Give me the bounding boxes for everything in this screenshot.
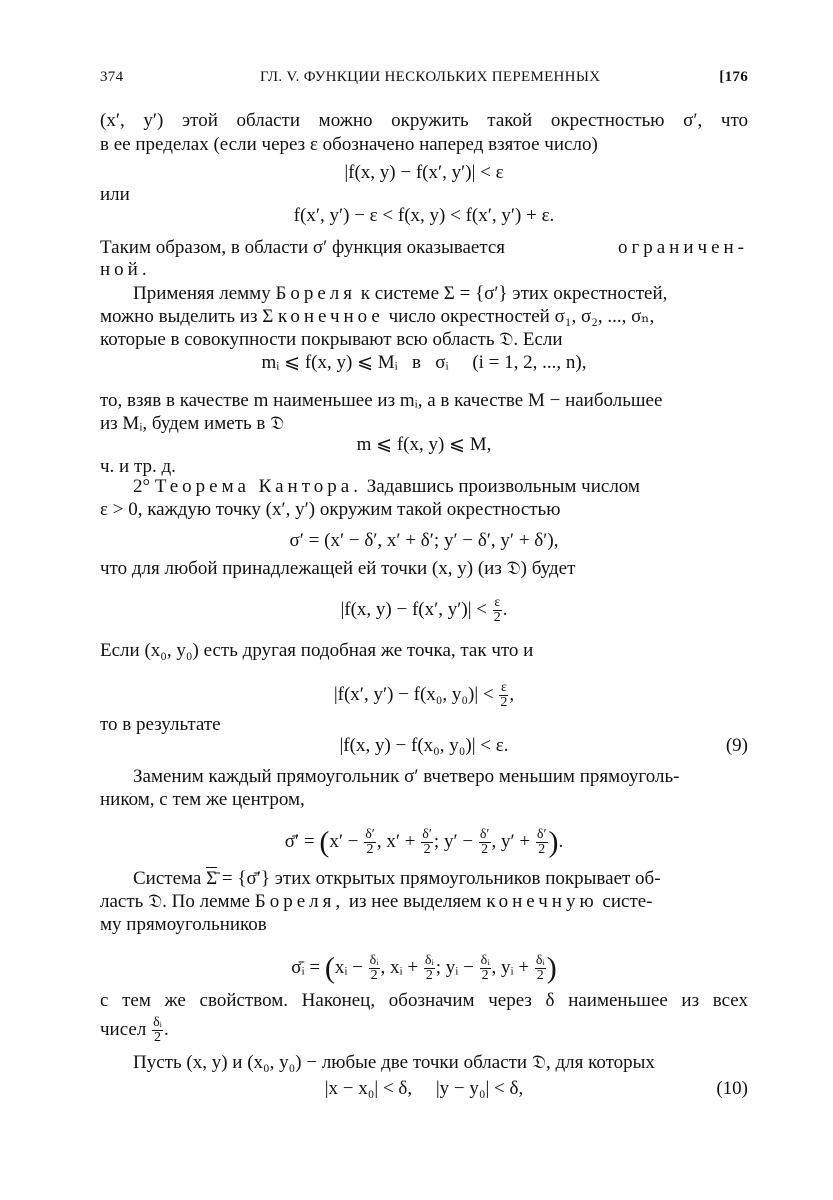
emphasis-finite: конечное	[278, 306, 384, 327]
fraction-delta-half: $\frac{\text{δᵢ}}{2}$	[153, 1015, 162, 1045]
text-line-24: Пусть (x, y) и (x₀, y₀) − любые две точки области 𝔇, для которых	[133, 1052, 655, 1073]
section-number: [176	[719, 69, 748, 85]
text-line-13: ε > 0, каждую точку (x′, y′) окружим такой окрестностью	[100, 499, 561, 520]
text-segment: из нее выделяем	[348, 891, 482, 912]
text-segment: можно выделить из Σ	[100, 306, 274, 327]
formula-2: f(x′, y′) − ε < f(x, y) < f(x′, y′) + ε.	[293, 205, 555, 226]
equation-number-9: (9)	[725, 735, 748, 756]
text-line-12	[133, 476, 748, 498]
theorem-title: Теорема Кантора.	[154, 476, 362, 497]
formula-1: |f(x, y) − f(x′, y′)| < ε	[344, 162, 504, 183]
fraction-eps-half: $\frac{\varepsilon}{2}$	[493, 595, 501, 625]
formula-text: |f(x′, y′) − f(x₀, y₀)| <	[333, 683, 494, 705]
formula-11: |x − x₀| < δ, |y − y₀| < δ,	[324, 1078, 524, 1099]
text-line-4	[100, 237, 748, 259]
text-line-23: чисел $\frac{\text{δᵢ}}{2}$ .	[100, 1015, 169, 1045]
sigma-bar-symbol: Σ̄	[206, 868, 218, 889]
text-line-5: ной.	[100, 259, 151, 280]
fraction-eps-half: $\frac{\varepsilon}{2}$	[500, 680, 508, 710]
text-line-8: которые в совокупности покрывают всю область 𝔇. Если	[100, 329, 563, 350]
text-segment: = {σ̄′} этих открытых прямоугольников покрывает об-	[221, 868, 661, 889]
text-segment: число окрестностей σ₁, σ₂, ..., σₙ,	[388, 306, 655, 327]
text-segment: ласть 𝔇. По лемме	[100, 891, 251, 912]
text-segment: Задавшись произвольным числом	[366, 476, 640, 497]
text-line-11: ч. и тр. д.	[100, 456, 176, 477]
formula-6: |f(x, y) − f(x′, y′)| < $\frac{\varepsilon}{2}$ .	[340, 595, 508, 625]
text-line-2: в ее пределах (если через ε обозначено наперед взятое число)	[100, 134, 598, 155]
formula-10: σ̄ᵢ = (xᵢ − $\frac{\text{δᵢ}}{2}$ , xᵢ + $\frac{\text{δᵢ}}{2}$ ; yᵢ − $\frac{\text{δᵢ}}{2}$ , yᵢ + $\frac{\text{δᵢ}}{2}$ )	[291, 951, 557, 985]
text-segment: к системе Σ = {σ′} этих окрестностей,	[360, 283, 668, 304]
text-line-20	[100, 891, 748, 913]
emphasis-bounded: ограничен-	[617, 237, 748, 258]
formula-7: |f(x′, y′) − f(x₀, y₀)| < $\frac{\varepsilon}{2}$ ,	[333, 680, 515, 710]
text-line-or: или	[100, 184, 130, 205]
text-segment: 2°	[133, 476, 151, 497]
emphasis-finite: конечную	[486, 891, 598, 912]
equation-number-10: (10)	[716, 1078, 748, 1099]
text-line-9: то, взяв в качестве m наименьшее из mᵢ, а в качестве M − наибольшее	[100, 390, 663, 411]
text-line-1: (x′, y′) этой области можно окружить такой окрестностью σ′, что	[100, 110, 748, 131]
running-header	[100, 66, 748, 88]
text-line-18: ником, с тем же центром,	[100, 789, 305, 810]
chapter-title: ГЛ. V. ФУНКЦИИ НЕСКОЛЬКИХ ПЕРЕМЕННЫХ	[260, 69, 601, 85]
text-segment: Система	[133, 868, 202, 889]
text-line-15: Если (x₀, y₀) есть другая подобная же точка, так что и	[100, 640, 534, 661]
formula-5: σ′ = (x′ − δ′, x′ + δ′; y′ − δ′, y′ + δ′),	[289, 530, 559, 551]
formula-8: |f(x, y) − f(x₀, y₀)| < ε.	[339, 735, 509, 756]
text-line-19	[133, 868, 748, 890]
text-line-16: то в результате	[100, 714, 221, 735]
name-borel: Бореля,	[254, 891, 345, 912]
text-line-6	[133, 283, 748, 305]
text-line-10: из Mᵢ, будем иметь в 𝔇	[100, 413, 285, 434]
formula-3: mᵢ ⩽ f(x, y) ⩽ Mᵢ в σᵢ (i = 1, 2, ..., n),	[261, 352, 587, 373]
text-segment: систе-	[602, 891, 653, 912]
text-line-14: что для любой принадлежащей ей точки (x, y) (из 𝔇) будет	[100, 558, 576, 579]
text-line-7	[100, 306, 748, 328]
page-number: 374	[100, 69, 124, 85]
text-segment: Таким образом, в области σ′ функция оказывается	[100, 237, 506, 258]
text-line-21: му прямоугольников	[100, 914, 267, 935]
name-borel: Бореля	[275, 283, 357, 304]
text-line-17: Заменим каждый прямоугольник σ′ вчетверо меньшим прямоуголь-	[133, 766, 680, 787]
text-line-22: с тем же свойством. Наконец, обозначим через δ наименьшее из всех	[100, 990, 748, 1011]
text-segment: Применяя лемму	[133, 283, 271, 304]
formula-4: m ⩽ f(x, y) ⩽ M,	[356, 434, 492, 455]
formula-9: σ̄′ = (x′ − $\frac{\delta'}{2}$ , x′ + $\frac{\delta'}{2}$ ; y′ − $\frac{\delta'}{2}$ , y′ + $\frac{\delta'}{2}$ ).	[284, 825, 564, 859]
formula-text: |f(x, y) − f(x′, y′)| <	[340, 598, 488, 620]
